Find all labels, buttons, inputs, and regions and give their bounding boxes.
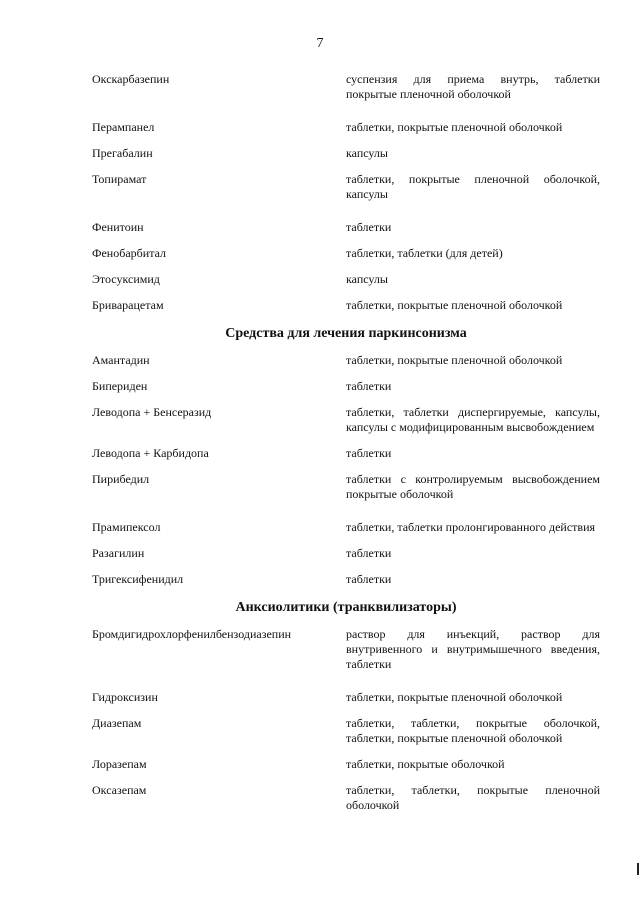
page-number: 7 — [316, 36, 324, 51]
dosage-form: раствор для инъекций, раствор для внутривенного и внутримышечного введения, таблетки — [346, 627, 600, 671]
dosage-form: капсулы — [346, 272, 388, 286]
dosage-form: таблетки, покрытые пленочной оболочкой — [346, 353, 563, 367]
table-row — [92, 220, 600, 235]
dosage-form: таблетки, таблетки, покрытые пленочной оболочкой — [346, 783, 600, 812]
dosage-form: таблетки, покрытые пленочной оболочкой — [346, 298, 563, 312]
anxiolytics-section — [92, 627, 600, 813]
drug-name: Топирамат — [92, 172, 147, 186]
drug-name: Окскарбазепин — [92, 72, 170, 86]
table-row — [92, 405, 600, 435]
drug-name: Бриварацетам — [92, 298, 164, 312]
drug-name: Прамипексол — [92, 520, 161, 534]
table-row — [92, 272, 600, 287]
drug-name: Перампанел — [92, 120, 155, 134]
parkinson-section — [92, 353, 600, 587]
table-row — [92, 172, 600, 202]
dosage-form: таблетки, таблетки (для детей) — [346, 246, 503, 260]
drug-name: Леводопа + Карбидопа — [92, 446, 209, 460]
dosage-form: таблетки — [346, 546, 392, 560]
table-row — [92, 783, 600, 813]
drug-name: Диазепам — [92, 716, 142, 730]
table-row — [92, 353, 600, 368]
dosage-form: таблетки — [346, 572, 392, 586]
dosage-form: капсулы — [346, 146, 388, 160]
table-row — [92, 546, 600, 561]
table-row — [92, 298, 600, 313]
drug-table — [92, 72, 600, 813]
drug-name: Фенобарбитал — [92, 246, 166, 260]
scan-mark — [637, 863, 639, 875]
table-row — [92, 627, 600, 672]
dosage-form: таблетки, покрытые пленочной оболочкой — [346, 120, 563, 134]
dosage-form: таблетки, таблетки пролонгированного действия — [346, 520, 596, 534]
drug-name: Прегабалин — [92, 146, 153, 160]
dosage-form: таблетки с контролируемым высвобождением покрытые оболочкой — [346, 472, 600, 501]
drug-name: Фенитоин — [92, 220, 144, 234]
drug-name: Разагилин — [92, 546, 145, 560]
table-row — [92, 572, 600, 587]
table-row — [92, 72, 600, 102]
dosage-form: таблетки, таблетки, покрытые оболочкой, таблетки, покрытые пленочной оболочкой — [346, 716, 600, 745]
drug-name: Бромдигидрохлорфенилбензодиазепин — [92, 627, 292, 641]
drug-name: Тригексифенидил — [92, 572, 184, 586]
table-row — [92, 246, 600, 261]
drug-name: Бипериден — [92, 379, 148, 393]
anticonvulsants-section — [92, 72, 600, 313]
table-row — [92, 757, 600, 772]
dosage-form: таблетки, покрытые пленочной оболочкой, капсулы — [346, 172, 600, 201]
drug-name: Амантадин — [92, 353, 150, 367]
table-row — [92, 520, 600, 535]
table-row — [92, 716, 600, 746]
dosage-form: таблетки, таблетки диспергируемые, капсулы, капсулы с модифицированным высвобождением — [346, 405, 600, 434]
table-row — [92, 146, 600, 161]
dosage-form: таблетки — [346, 220, 392, 234]
dosage-form: таблетки, покрытые пленочной оболочкой — [346, 690, 563, 704]
dosage-form: таблетки — [346, 379, 392, 393]
table-row — [92, 120, 600, 135]
drug-name: Пирибедил — [92, 472, 150, 486]
table-row — [92, 446, 600, 461]
dosage-form: таблетки, покрытые оболочкой — [346, 757, 505, 771]
drug-name: Леводопа + Бенсеразид — [92, 405, 212, 419]
drug-name: Этосуксимид — [92, 272, 160, 286]
dosage-form: таблетки — [346, 446, 392, 460]
table-row — [92, 379, 600, 394]
drug-name: Гидроксизин — [92, 690, 158, 704]
section-heading-parkinson: Средства для лечения паркинсонизма — [225, 326, 467, 341]
table-row — [92, 472, 600, 502]
table-row — [92, 690, 600, 705]
section-heading-anxiolytics: Анксиолитики (транквилизаторы) — [235, 600, 457, 615]
drug-name: Оксазепам — [92, 783, 147, 797]
dosage-form: суспензия для приема внутрь, таблетки покрытые пленочной оболочкой — [346, 72, 600, 101]
drug-name: Лоразепам — [92, 757, 147, 771]
